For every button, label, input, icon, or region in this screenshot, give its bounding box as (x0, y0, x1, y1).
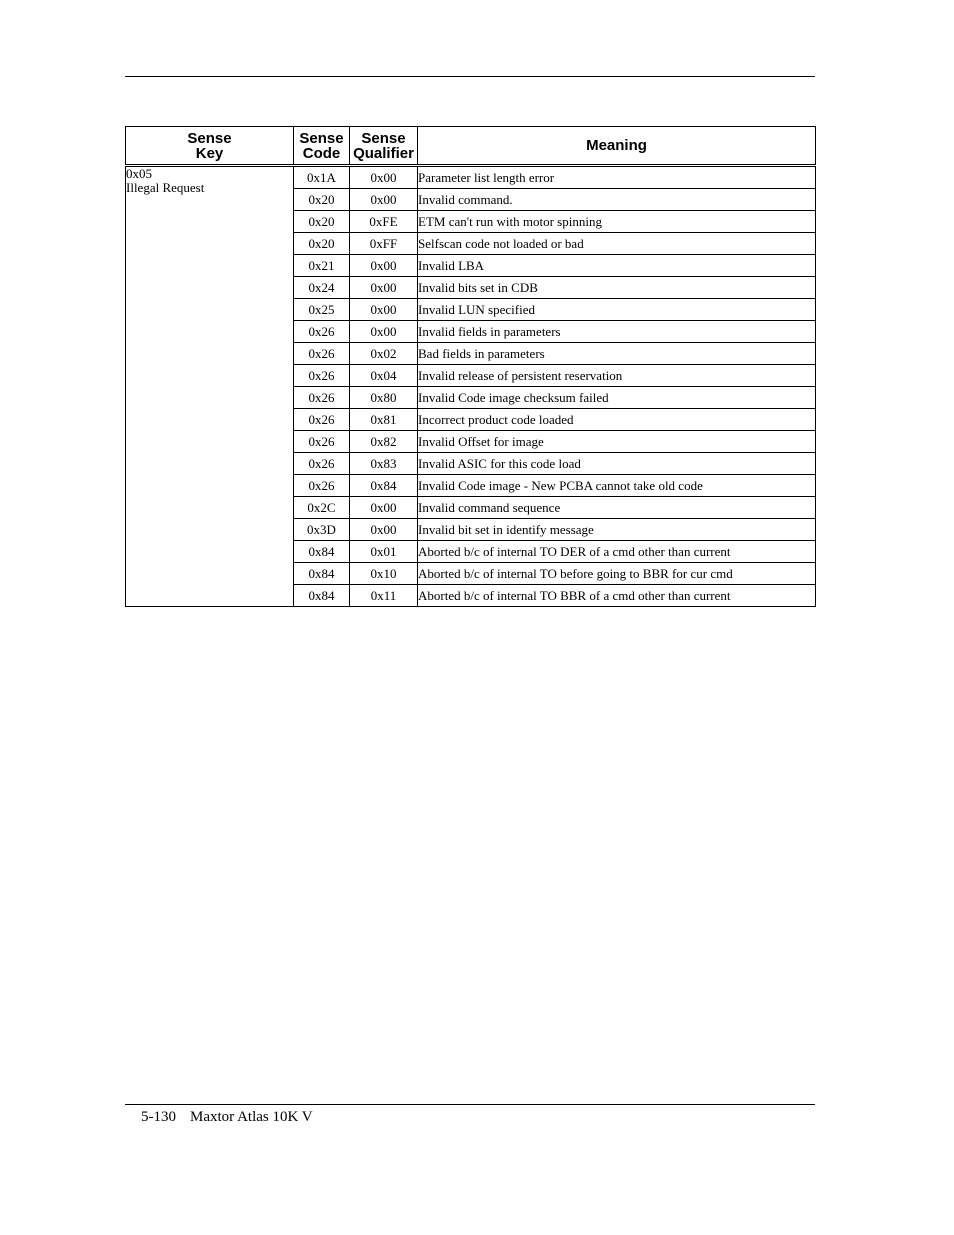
table-body (126, 166, 816, 607)
meaning-cell: Invalid fields in parameters (418, 321, 816, 343)
sense-code-cell: 0x26 (294, 387, 350, 409)
meaning-cell: Bad fields in parameters (418, 343, 816, 365)
sense-code-cell: 0x26 (294, 431, 350, 453)
meaning-cell: Aborted b/c of internal TO DER of a cmd other than current (418, 541, 816, 563)
sense-qualifier-cell: 0x80 (350, 387, 418, 409)
sense-qualifier-cell: 0x00 (350, 519, 418, 541)
meaning-cell: Selfscan code not loaded or bad (418, 233, 816, 255)
document-title: Maxtor Atlas 10K V (190, 1109, 313, 1125)
sense-qualifier-cell: 0x00 (350, 166, 418, 189)
sense-qualifier-cell: 0x01 (350, 541, 418, 563)
meaning-cell: Invalid ASIC for this code load (418, 453, 816, 475)
sense-code-cell: 0x26 (294, 475, 350, 497)
meaning-cell: Invalid command sequence (418, 497, 816, 519)
meaning-cell: Invalid bit set in identify message (418, 519, 816, 541)
meaning-cell: Invalid command. (418, 189, 816, 211)
sense-qualifier-cell: 0x04 (350, 365, 418, 387)
sense-table (125, 126, 816, 607)
meaning-cell: Invalid bits set in CDB (418, 277, 816, 299)
sense-qualifier-cell: 0x02 (350, 343, 418, 365)
sense-code-cell: 0x20 (294, 233, 350, 255)
header-sense-qualifier: Sense Qualifier (350, 127, 418, 166)
sense-code-cell: 0x1A (294, 166, 350, 189)
page-number: 5-130 (141, 1109, 176, 1125)
meaning-cell: Aborted b/c of internal TO BBR of a cmd other than current (418, 585, 816, 607)
sense-code-cell: 0x21 (294, 255, 350, 277)
sense-key-value: 0x05 (126, 166, 152, 181)
sense-code-cell: 0x26 (294, 365, 350, 387)
sense-code-cell: 0x2C (294, 497, 350, 519)
meaning-cell: Parameter list length error (418, 166, 816, 189)
sense-key-cell (126, 166, 294, 607)
header-rule (125, 76, 815, 77)
sense-code-cell: 0x20 (294, 211, 350, 233)
sense-qualifier-cell: 0x83 (350, 453, 418, 475)
sense-code-cell: 0x26 (294, 453, 350, 475)
sense-qualifier-cell: 0x11 (350, 585, 418, 607)
sense-qualifier-cell: 0x00 (350, 321, 418, 343)
sense-code-cell: 0x26 (294, 321, 350, 343)
sense-qualifier-cell: 0xFE (350, 211, 418, 233)
meaning-cell: Invalid LUN specified (418, 299, 816, 321)
header-meaning: Meaning (418, 127, 816, 166)
page-footer (141, 1109, 313, 1126)
meaning-cell: Invalid Code image - New PCBA cannot take old code (418, 475, 816, 497)
header-sense-key: Sense Key (126, 127, 294, 166)
sense-code-cell: 0x3D (294, 519, 350, 541)
sense-qualifier-cell: 0x00 (350, 299, 418, 321)
meaning-cell: Invalid Offset for image (418, 431, 816, 453)
sense-code-cell: 0x84 (294, 541, 350, 563)
sense-code-cell: 0x24 (294, 277, 350, 299)
meaning-cell: Aborted b/c of internal TO before going to BBR for cur cmd (418, 563, 816, 585)
header-sense-code: Sense Code (294, 127, 350, 166)
sense-qualifier-cell: 0x10 (350, 563, 418, 585)
sense-code-cell: 0x26 (294, 343, 350, 365)
table-row (126, 166, 816, 189)
footer-rule (125, 1104, 815, 1105)
sense-code-cell: 0x84 (294, 563, 350, 585)
meaning-cell: Invalid LBA (418, 255, 816, 277)
sense-key-label: Illegal Request (126, 180, 205, 195)
sense-qualifier-cell: 0x82 (350, 431, 418, 453)
meaning-cell: Incorrect product code loaded (418, 409, 816, 431)
sense-code-cell: 0x25 (294, 299, 350, 321)
sense-qualifier-cell: 0x81 (350, 409, 418, 431)
table-header-row (126, 127, 816, 166)
sense-qualifier-cell: 0x00 (350, 497, 418, 519)
sense-qualifier-cell: 0x00 (350, 277, 418, 299)
sense-code-cell: 0x84 (294, 585, 350, 607)
sense-qualifier-cell: 0x00 (350, 189, 418, 211)
sense-qualifier-cell: 0x00 (350, 255, 418, 277)
meaning-cell: ETM can't run with motor spinning (418, 211, 816, 233)
sense-code-cell: 0x26 (294, 409, 350, 431)
sense-qualifier-cell: 0xFF (350, 233, 418, 255)
meaning-cell: Invalid release of persistent reservation (418, 365, 816, 387)
meaning-cell: Invalid Code image checksum failed (418, 387, 816, 409)
sense-qualifier-cell: 0x84 (350, 475, 418, 497)
sense-code-cell: 0x20 (294, 189, 350, 211)
